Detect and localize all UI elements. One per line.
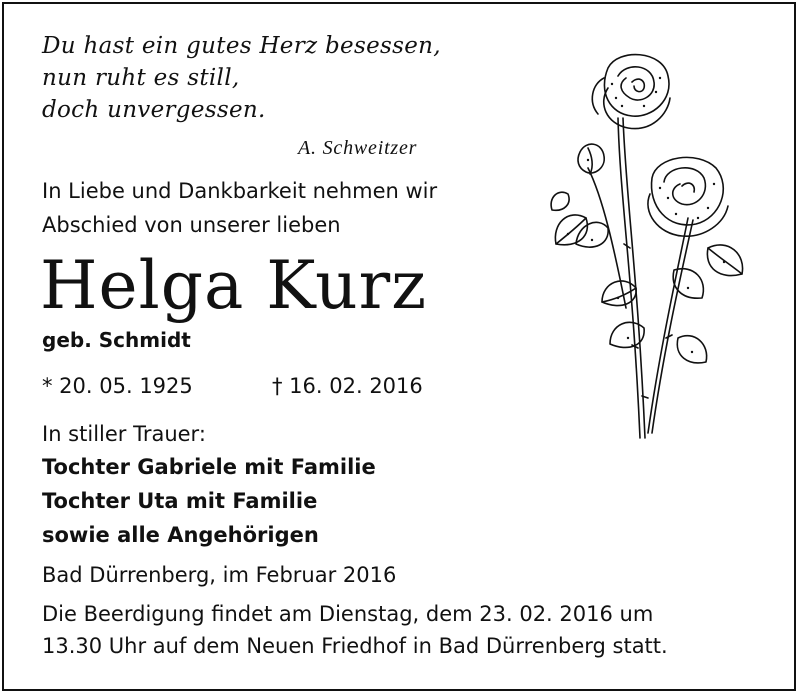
poem-line: doch unvergessen. [42,97,266,123]
funeral-line: 13.30 Uhr auf dem Neuen Friedhof in Bad Dürrenberg statt. [42,634,668,658]
death-date: † 16. 02. 2016 [272,374,423,398]
place-date: Bad Dürrenberg, im Februar 2016 [42,563,397,587]
mourner-line: Tochter Gabriele mit Familie [42,455,376,479]
birth-date: * 20. 05. 1925 [42,374,193,398]
intro-line: Abschied von unserer lieben [42,213,341,237]
poem-line: Du hast ein gutes Herz besessen, [42,33,441,59]
poem-author: A. Schweitzer [298,137,418,159]
poem [42,30,441,126]
deceased-name: Helga Kurz [40,247,427,324]
funeral-info [42,598,668,662]
intro-text [42,174,437,242]
mourners-list [42,450,376,552]
intro-line: In Liebe und Dankbarkeit nehmen wir [42,179,438,203]
mourner-line: sowie alle Angehörigen [42,523,319,547]
rose-illustration [548,48,748,448]
poem-line: nun ruht es still, [42,65,240,91]
mourners-heading: In stiller Trauer: [42,422,206,446]
mourner-line: Tochter Uta mit Familie [42,489,318,513]
funeral-line: Die Beerdigung findet am Dienstag, dem 23. 02. 2016 um [42,602,654,626]
maiden-name: geb. Schmidt [42,328,191,352]
